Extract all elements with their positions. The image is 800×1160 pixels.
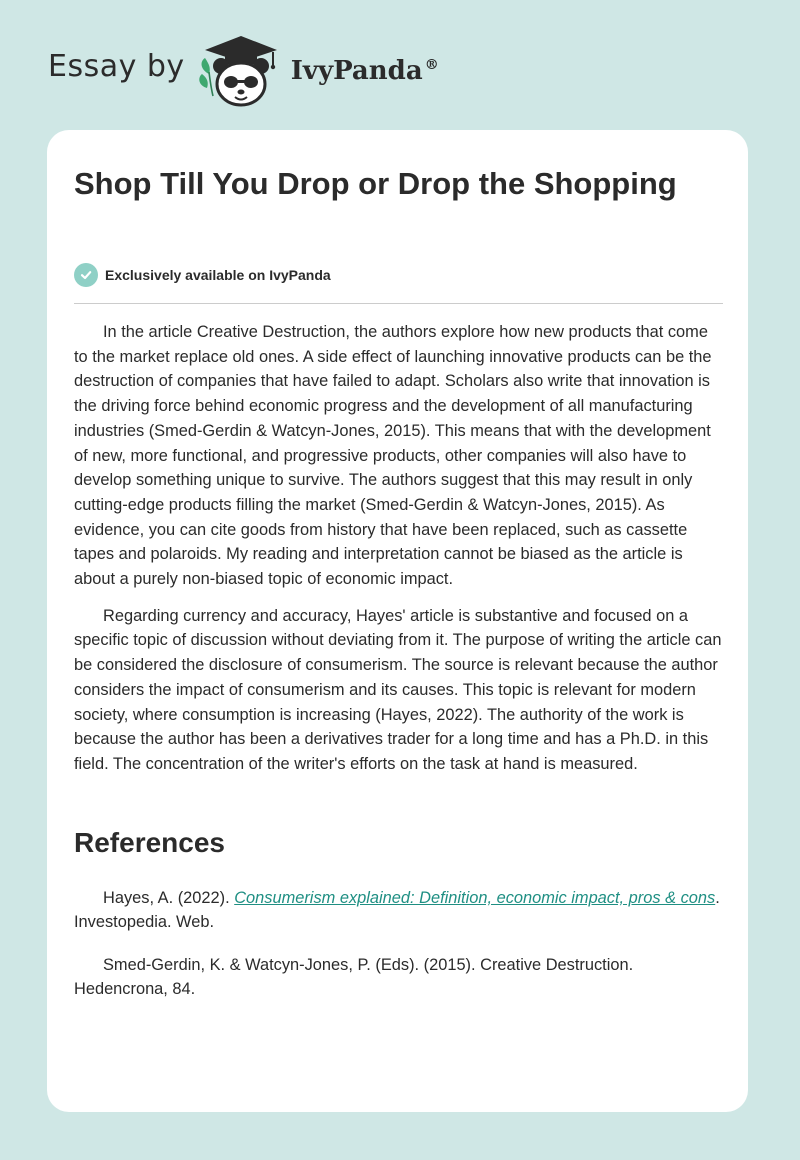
essay-by-label: Essay by bbox=[48, 48, 185, 84]
reference-item bbox=[74, 886, 724, 934]
panda-logo-icon bbox=[195, 30, 287, 110]
site-header bbox=[48, 30, 439, 110]
references-heading: References bbox=[74, 827, 225, 858]
references-list bbox=[74, 886, 724, 1020]
reference-link[interactable]: Consumerism explained: Definition, economic impact, pros & cons bbox=[234, 889, 716, 907]
essay-body bbox=[74, 320, 724, 789]
reference-item: Smed-Gerdin, K. & Watcyn-Jones, P. (Eds). (2015). Creative Destruction. Hedencrona, 84. bbox=[74, 956, 634, 998]
check-icon bbox=[74, 263, 98, 287]
essay-card bbox=[47, 130, 748, 1112]
ivypanda-logo[interactable] bbox=[195, 30, 287, 110]
brand-name[interactable] bbox=[291, 56, 439, 86]
exclusive-text: Exclusively available on IvyPanda bbox=[105, 267, 331, 283]
reference-text: Hayes, A. (2022). bbox=[103, 889, 235, 907]
essay-title: Shop Till You Drop or Drop the Shopping bbox=[74, 166, 677, 201]
divider bbox=[74, 303, 723, 304]
brand-text: IvyPanda bbox=[290, 56, 423, 86]
paragraph: In the article Creative Destruction, the authors explore how new products that come to the market replace old ones. A side effect of launching innovative products can be the destruction of companies that have failed to adapt. Scholars also write that innovation is the driving force behind economic progress and the development of all manufacturing industries (Smed-Gerdin & Watcyn-Jones, 2015). This means that with the development of new, more functional, and progressive products, other companies will also have to develop something unique to survive. The authors suggest that this may result in only cutting-edge products filling the market (Smed-Gerdin & Watcyn-Jones, 2015). As evidence, you can cite goods from history that have been replaced, such as cassette tapes and polaroids. My reading and interpretation cannot be biased as the article is about a purely non-biased topic of economic impact. bbox=[74, 323, 712, 589]
registered-mark: ® bbox=[424, 57, 439, 74]
paragraph: Regarding currency and accuracy, Hayes' article is substantive and focused on a specific topic of discussion without deviating from it. The purpose of writing the article can be considered the disclosure of consumerism. The source is relevant because the author considers the impact of consumerism and its causes. This topic is relevant for modern society, where consumption is increasing (Hayes, 2022). The authority of the work is because the author has been a derivatives trader for a long time and has a Ph.D. in this field. The concentration of the writer's efforts on the task at hand is measured. bbox=[74, 606, 722, 773]
reference-text: . Investopedia. Web. bbox=[74, 889, 720, 931]
exclusive-badge bbox=[74, 263, 331, 287]
